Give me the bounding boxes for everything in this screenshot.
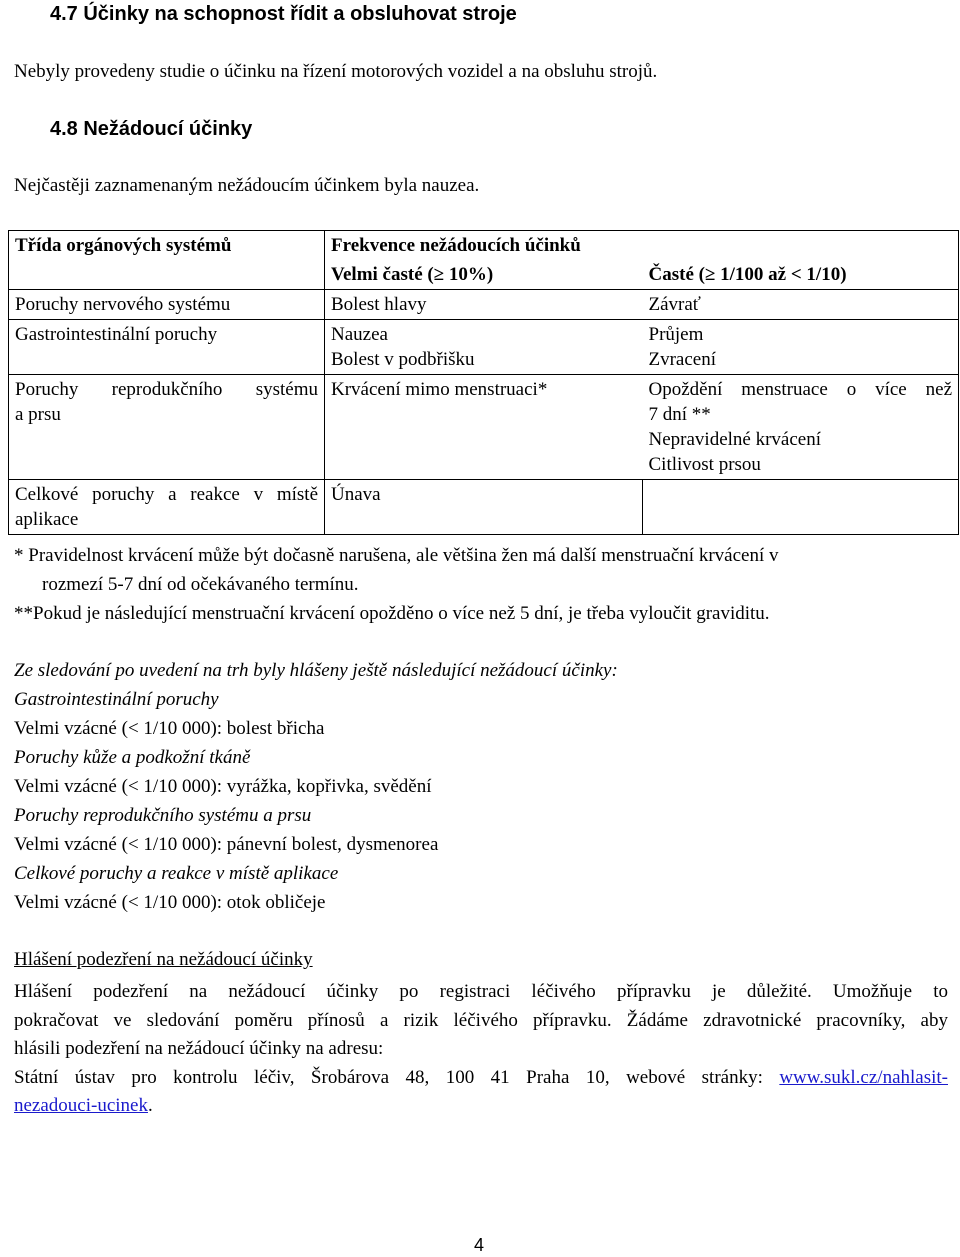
reporting-line: pokračovat ve sledování poměru přínosů a rizik léčivého přípravku. Žádáme zdravotnické pracovníky, aby: [14, 1009, 948, 1031]
section-4-7-text: Nebyly provedeny studie o účinku na řízení motorových vozidel a na obsluhu strojů.: [14, 61, 658, 82]
postmarketing-category: Poruchy kůže a podkožní tkáně: [14, 747, 251, 768]
very-common-cell: Únava: [325, 480, 643, 535]
table-row: [9, 320, 959, 375]
common-cell: Závrať: [643, 290, 959, 320]
organ-cell: Poruchy nervového systému: [9, 290, 325, 320]
section-4-7-heading: 4.7 Účinky na schopnost řídit a obsluhovat stroje: [50, 3, 517, 25]
section-4-8-heading: 4.8 Nežádoucí účinky: [50, 118, 253, 140]
reporting-line: hlásili podezření na nežádoucí účinky na adresu:: [14, 1038, 384, 1060]
footnote-2: **Pokud je následující menstruační krvácení opožděno o více než 5 dní, je třeba vyloučit graviditu.: [14, 603, 770, 624]
table-header-row: [9, 231, 959, 261]
footnote-1-continued: rozmezí 5-7 dní od očekávaného termínu.: [42, 574, 359, 595]
postmarketing-category: Celkové poruchy a reakce v místě aplikace: [14, 863, 339, 884]
organ-cell: Celkové poruchy a reakce v místě aplikace: [9, 480, 325, 535]
adverse-effects-table: [8, 230, 959, 535]
common-cell: Opoždění menstruace o více než 7 dní ** Nepravidelné krvácení Citlivost prsou: [643, 375, 959, 480]
very-common-header: Velmi časté (≥ 10%): [325, 260, 643, 290]
table-row: [9, 290, 959, 320]
reporting-line: Hlášení podezření na nežádoucí účinky po registraci léčivého přípravku je důležité. Umožňuje to: [14, 981, 948, 1002]
postmarketing-category: Poruchy reprodukčního systému a prsu: [14, 805, 312, 826]
organ-cell: Poruchy reprodukčního systému a prsu: [9, 375, 325, 480]
postmarketing-intro: Ze sledování po uvedení na trh byly hlášeny ještě následující nežádoucí účinky:: [14, 660, 618, 681]
table-row: [9, 480, 959, 535]
organ-class-header: Třída orgánových systémů: [9, 231, 325, 290]
section-4-8-intro: Nejčastěji zaznamenaným nežádoucím účinkem byla nauzea.: [14, 175, 480, 196]
very-common-cell: Krvácení mimo menstruaci*: [325, 375, 643, 480]
postmarketing-effect: Velmi vzácné (< 1/10 000): bolest břicha: [14, 718, 325, 739]
very-common-cell: Bolest hlavy: [325, 290, 643, 320]
footnote-1: * Pravidelnost krvácení může být dočasně narušena, ale většina žen má další menstruační krvácení v: [14, 545, 779, 566]
table-row: [9, 375, 959, 480]
postmarketing-category: Gastrointestinální poruchy: [14, 689, 219, 710]
very-common-cell: Nauzea Bolest v podbřišku: [325, 320, 643, 375]
reporting-link-line: nezadouci-ucinek.: [14, 1095, 153, 1117]
organ-cell: Gastrointestinální poruchy: [9, 320, 325, 375]
page-number: 4: [474, 1235, 485, 1255]
reporting-paragraph: [14, 978, 948, 1121]
common-cell: [643, 480, 959, 535]
postmarketing-effect: Velmi vzácné (< 1/10 000): vyrážka, kopřivka, svědění: [14, 776, 432, 797]
reporting-heading: Hlášení podezření na nežádoucí účinky: [14, 949, 313, 970]
common-header: Časté (≥ 1/100 až < 1/10): [643, 260, 959, 290]
frequency-header: Frekvence nežádoucích účinků: [325, 231, 959, 261]
postmarketing-effect: Velmi vzácné (< 1/10 000): pánevní bolest, dysmenorea: [14, 834, 439, 855]
common-cell: Průjem Zvracení: [643, 320, 959, 375]
sukl-report-link-continued[interactable]: nezadouci-ucinek: [14, 1095, 148, 1117]
sukl-report-link[interactable]: www.sukl.cz/nahlasit-: [779, 1066, 948, 1088]
reporting-address-line: Státní ústav pro kontrolu léčiv, Šrobárova 48, 100 41 Praha 10, webové stránky: www.sukl.cz/nahlasit-: [14, 1066, 948, 1088]
postmarketing-effect: Velmi vzácné (< 1/10 000): otok obličeje: [14, 892, 326, 913]
